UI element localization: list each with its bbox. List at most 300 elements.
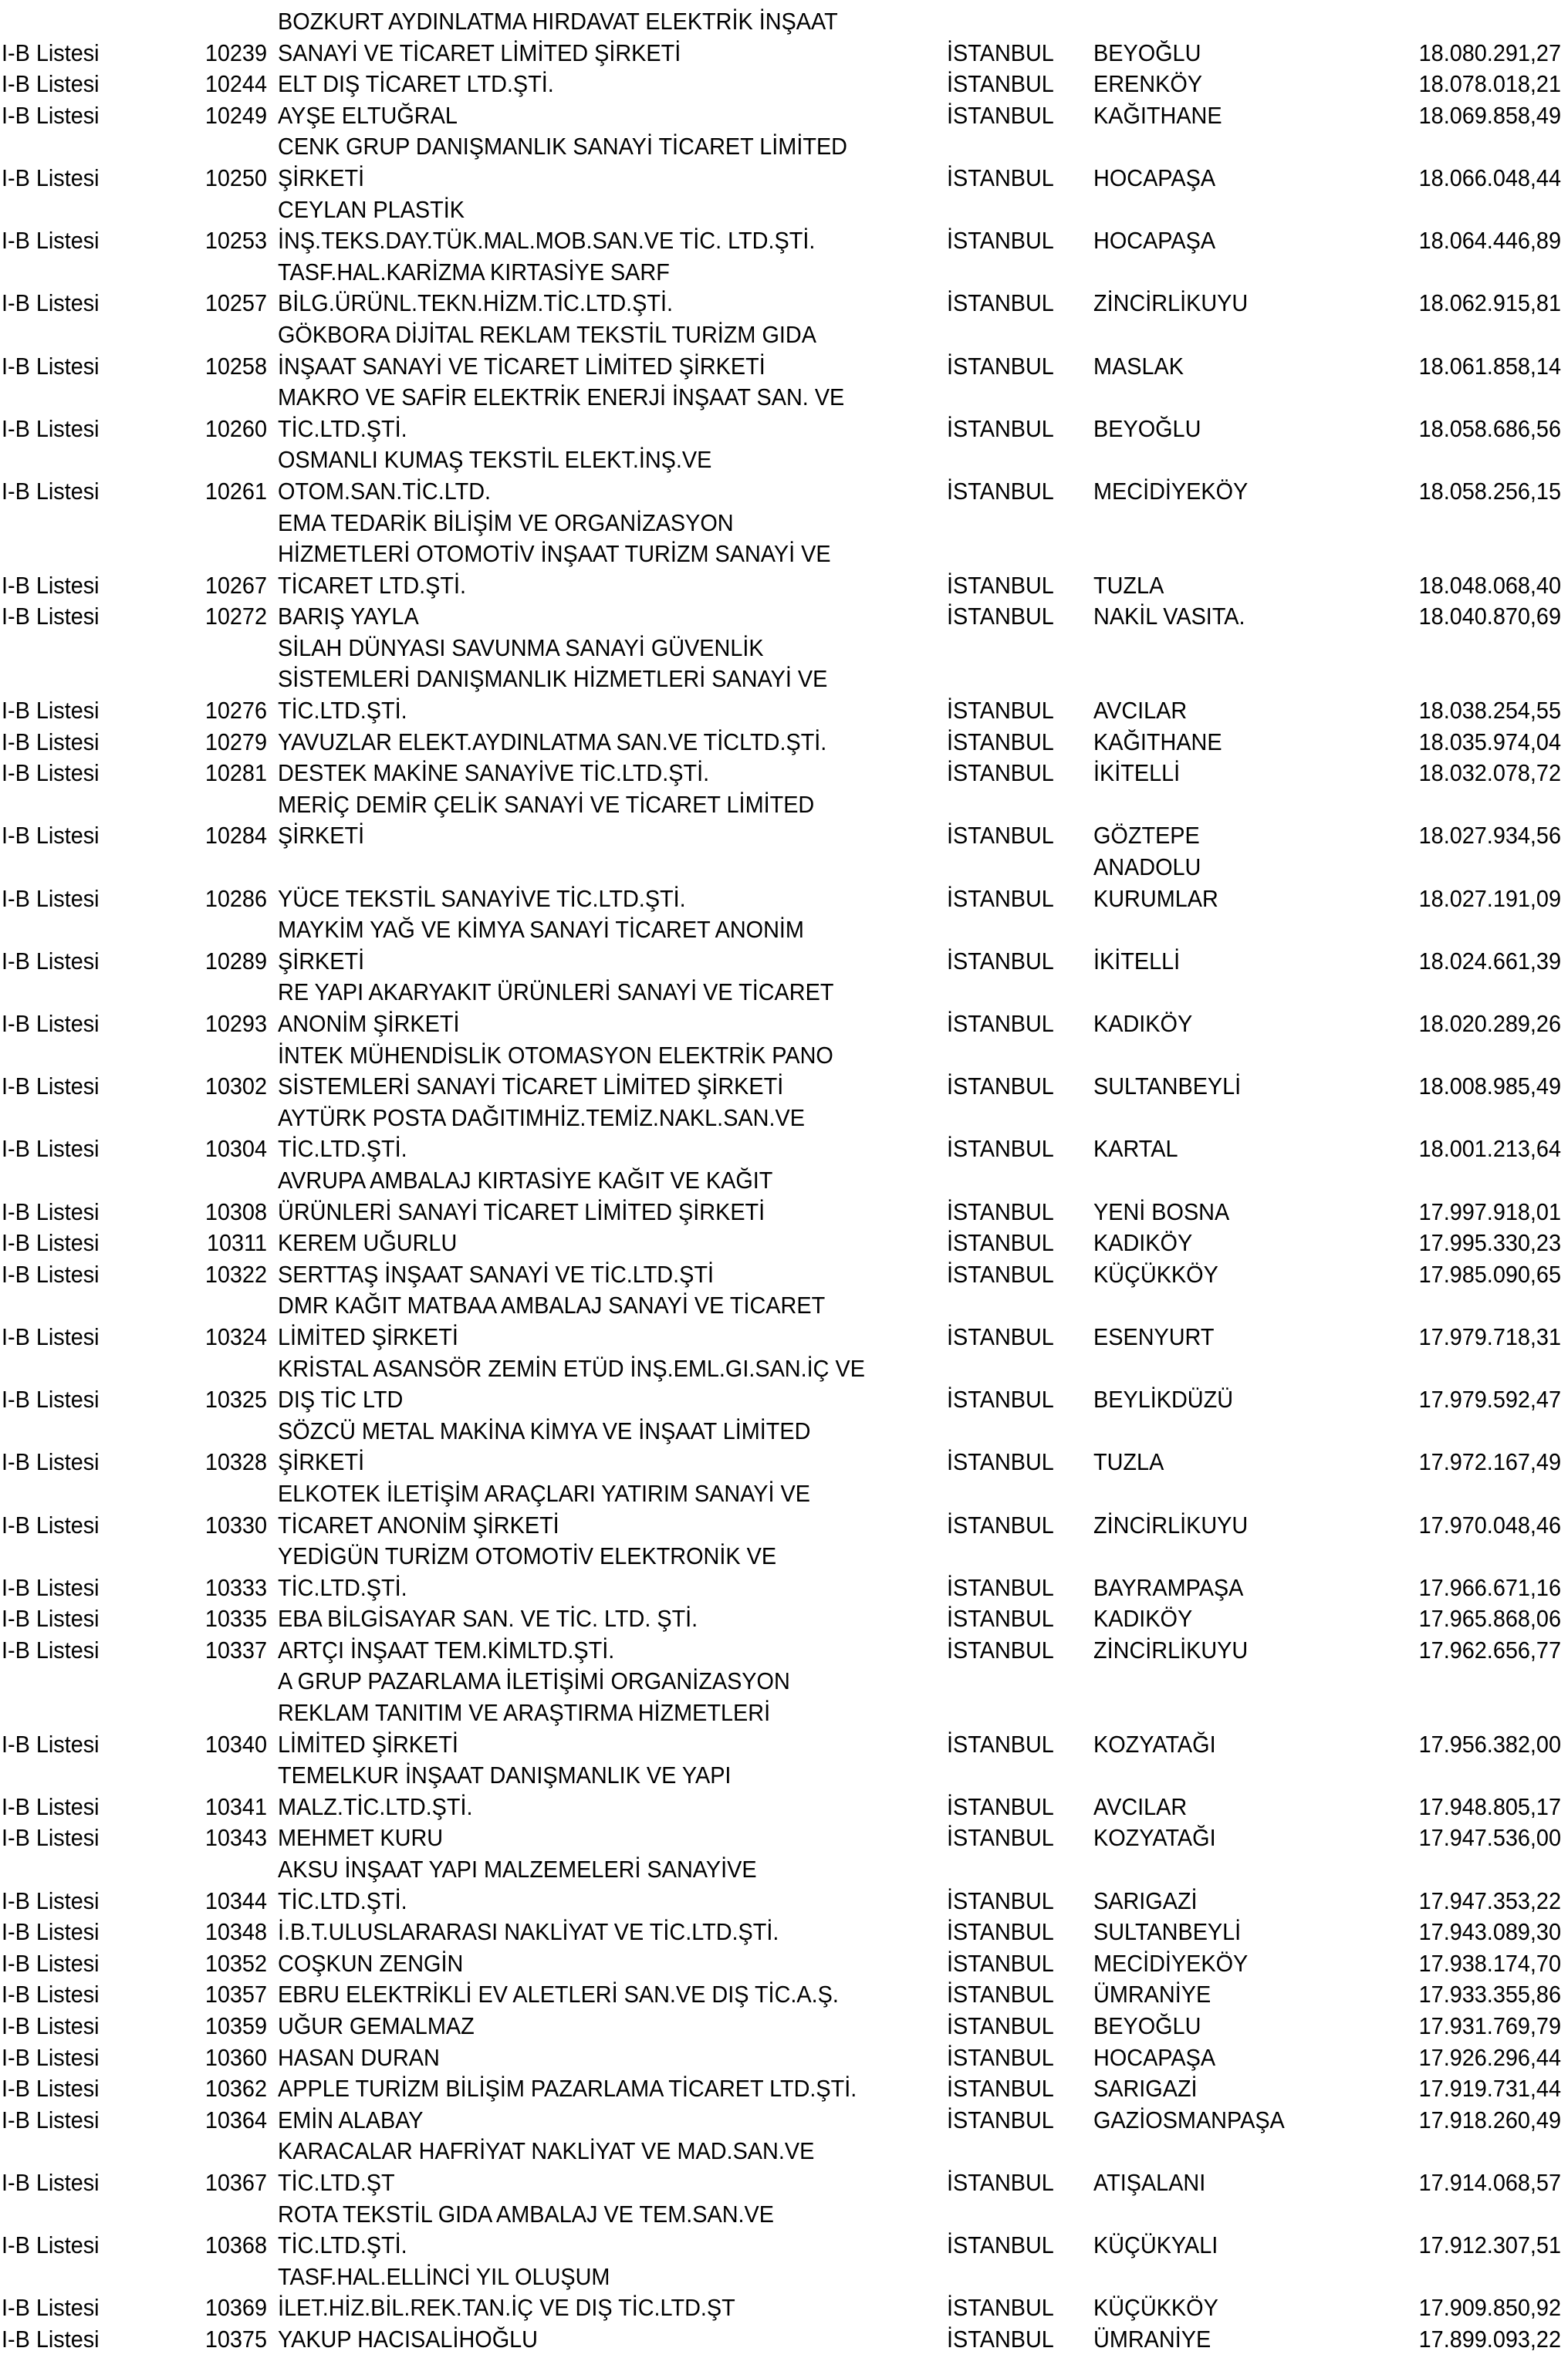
amount: 17.912.307,51 bbox=[1418, 2231, 1561, 2259]
table-row bbox=[0, 1854, 1568, 1917]
table-row bbox=[0, 1228, 1568, 1259]
record-number: 10258 bbox=[204, 352, 267, 380]
table-row bbox=[0, 1823, 1568, 1854]
record-number: 10249 bbox=[204, 101, 267, 129]
list-label: I-B Listesi bbox=[2, 1792, 100, 1820]
amount: 17.919.731,44 bbox=[1418, 2075, 1561, 2103]
record-number: 10335 bbox=[204, 1605, 267, 1633]
list-label: I-B Listesi bbox=[2, 1229, 100, 1257]
city: İSTANBUL bbox=[947, 1636, 1054, 1664]
company-name: ANONİM ŞİRKETİ bbox=[278, 1010, 460, 1037]
district: KADIKÖY bbox=[1093, 1605, 1193, 1633]
record-number: 10260 bbox=[204, 414, 267, 442]
company-name: SANAYİ VE TİCARET LİMİTED ŞİRKETİ bbox=[278, 39, 681, 66]
city: İSTANBUL bbox=[947, 2075, 1054, 2103]
row-line bbox=[0, 2292, 1568, 2324]
row-line bbox=[0, 1854, 1568, 1886]
row-line bbox=[0, 1103, 1568, 1134]
row-line bbox=[0, 1008, 1568, 1040]
amount: 17.933.355,86 bbox=[1418, 1981, 1561, 2008]
table-row bbox=[0, 914, 1568, 977]
list-label: I-B Listesi bbox=[2, 947, 100, 975]
table-row bbox=[0, 1478, 1568, 1541]
city: İSTANBUL bbox=[947, 227, 1054, 255]
row-line bbox=[0, 131, 1568, 163]
table-row bbox=[0, 508, 1568, 602]
amount: 17.947.353,22 bbox=[1418, 1887, 1561, 1914]
city: İSTANBUL bbox=[947, 728, 1054, 755]
city: İSTANBUL bbox=[947, 1323, 1054, 1350]
list-label: I-B Listesi bbox=[2, 1636, 100, 1664]
list-label: I-B Listesi bbox=[2, 728, 100, 755]
district: TUZLA bbox=[1093, 571, 1164, 599]
district: HOCAPAŞA bbox=[1093, 227, 1216, 255]
table-row bbox=[0, 852, 1568, 914]
row-line bbox=[0, 1603, 1568, 1635]
row-line bbox=[0, 351, 1568, 383]
city: İSTANBUL bbox=[947, 289, 1054, 317]
list-label: I-B Listesi bbox=[2, 1605, 100, 1633]
row-line bbox=[0, 1259, 1568, 1291]
list-label: I-B Listesi bbox=[2, 1198, 100, 1225]
amount: 17.931.769,79 bbox=[1418, 2012, 1561, 2039]
company-name: A GRUP PAZARLAMA İLETİŞİMİ ORGANİZASYON bbox=[278, 1667, 790, 1695]
row-line bbox=[0, 288, 1568, 319]
district: GAZİOSMANPAŞA bbox=[1093, 2106, 1285, 2133]
district: ZİNCİRLİKUYU bbox=[1093, 289, 1249, 317]
list-label: I-B Listesi bbox=[2, 1918, 100, 1946]
record-number: 10253 bbox=[204, 227, 267, 255]
amount: 17.948.805,17 bbox=[1418, 1792, 1561, 1820]
row-line bbox=[0, 2230, 1568, 2262]
amount: 17.899.093,22 bbox=[1418, 2325, 1561, 2353]
row-line bbox=[0, 6, 1568, 38]
city: İSTANBUL bbox=[947, 1198, 1054, 1225]
row-line bbox=[0, 633, 1568, 664]
city: İSTANBUL bbox=[947, 1229, 1054, 1257]
city: İSTANBUL bbox=[947, 1792, 1054, 1820]
city: İSTANBUL bbox=[947, 1260, 1054, 1288]
company-name: APPLE TURİZM BİLİŞİM PAZARLAMA TİCARET LTD.ŞTİ. bbox=[278, 2075, 857, 2103]
list-label: I-B Listesi bbox=[2, 1260, 100, 1288]
amount: 18.008.985,49 bbox=[1418, 1073, 1561, 1100]
district: MECİDİYEKÖY bbox=[1093, 477, 1249, 505]
amount: 18.035.974,04 bbox=[1418, 728, 1561, 755]
row-line bbox=[0, 1416, 1568, 1448]
record-number: 10364 bbox=[204, 2106, 267, 2133]
amount: 17.947.536,00 bbox=[1418, 1824, 1561, 1852]
list-label: I-B Listesi bbox=[2, 2012, 100, 2039]
company-name: EBA BİLGİSAYAR SAN. VE TİC. LTD. ŞTİ. bbox=[278, 1605, 698, 1633]
table-row bbox=[0, 601, 1568, 633]
amount: 18.001.213,64 bbox=[1418, 1135, 1561, 1163]
amount: 18.020.289,26 bbox=[1418, 1010, 1561, 1037]
company-name: SÖZCÜ METAL MAKİNA KİMYA VE İNŞAAT LİMİTED bbox=[278, 1417, 811, 1444]
table-row bbox=[0, 1979, 1568, 2011]
company-name: AVRUPA AMBALAJ KIRTASİYE KAĞIT VE KAĞIT bbox=[278, 1166, 773, 1194]
table-row bbox=[0, 69, 1568, 100]
record-number: 10359 bbox=[204, 2012, 267, 2039]
company-name: MAKRO VE SAFİR ELEKTRİK ENERJİ İNŞAAT SAN. VE bbox=[278, 383, 845, 411]
table-row bbox=[0, 633, 1568, 727]
table-row bbox=[0, 1948, 1568, 1980]
row-line bbox=[0, 1698, 1568, 1729]
record-number: 10330 bbox=[204, 1511, 267, 1539]
district: BAYRAMPAŞA bbox=[1093, 1573, 1244, 1601]
row-line bbox=[0, 1228, 1568, 1259]
list-label: I-B Listesi bbox=[2, 1824, 100, 1852]
company-name: SİSTEMLERİ DANIŞMANLIK HİZMETLERİ SANAYİ VE bbox=[278, 665, 828, 693]
company-name: ÜRÜNLERİ SANAYİ TİCARET LİMİTED ŞİRKETİ bbox=[278, 1198, 765, 1225]
list-label: I-B Listesi bbox=[2, 884, 100, 912]
table-row bbox=[0, 6, 1568, 69]
district: TUZLA bbox=[1093, 1448, 1164, 1476]
table-row bbox=[0, 1290, 1568, 1353]
table-row bbox=[0, 1541, 1568, 1603]
list-label: I-B Listesi bbox=[2, 2075, 100, 2103]
amount: 18.027.934,56 bbox=[1418, 822, 1561, 850]
district: İKİTELLİ bbox=[1093, 759, 1181, 787]
row-line bbox=[0, 1322, 1568, 1353]
amount: 18.024.661,39 bbox=[1418, 947, 1561, 975]
district: HOCAPAŞA bbox=[1093, 2043, 1216, 2071]
table-row bbox=[0, 1635, 1568, 1667]
company-name: İ.B.T.ULUSLARARASI NAKLİYAT VE TİC.LTD.ŞTİ. bbox=[278, 1918, 779, 1946]
row-line bbox=[0, 1573, 1568, 1604]
company-name: İNTEK MÜHENDİSLİK OTOMASYON ELEKTRİK PANO bbox=[278, 1041, 833, 1069]
record-number: 10328 bbox=[204, 1448, 267, 1476]
district: İKİTELLİ bbox=[1093, 947, 1181, 975]
row-line bbox=[0, 2167, 1568, 2199]
city: İSTANBUL bbox=[947, 2043, 1054, 2071]
company-name: EMİN ALABAY bbox=[278, 2106, 424, 2133]
company-name: LİMİTED ŞİRKETİ bbox=[278, 1730, 458, 1758]
list-label: I-B Listesi bbox=[2, 1135, 100, 1163]
city: İSTANBUL bbox=[947, 571, 1054, 599]
city: İSTANBUL bbox=[947, 414, 1054, 442]
amount: 18.062.915,81 bbox=[1418, 289, 1561, 317]
district: ZİNCİRLİKUYU bbox=[1093, 1511, 1249, 1539]
list-label: I-B Listesi bbox=[2, 414, 100, 442]
row-line bbox=[0, 852, 1568, 883]
record-number: 10322 bbox=[204, 1260, 267, 1288]
district: KÜÇÜKKÖY bbox=[1093, 2294, 1218, 2322]
city: İSTANBUL bbox=[947, 1511, 1054, 1539]
row-line bbox=[0, 1541, 1568, 1573]
company-name: OSMANLI KUMAŞ TEKSTİL ELEKT.İNŞ.VE bbox=[278, 446, 712, 474]
district: ÜMRANİYE bbox=[1093, 1981, 1211, 2008]
district: KURUMLAR bbox=[1093, 884, 1218, 912]
company-name: BOZKURT AYDINLATMA HIRDAVAT ELEKTRİK İNŞAAT bbox=[278, 8, 838, 35]
record-number: 10302 bbox=[204, 1073, 267, 1100]
company-name: GÖKBORA DİJİTAL REKLAM TEKSTİL TURİZM GIDA bbox=[278, 320, 816, 348]
list-label: I-B Listesi bbox=[2, 1730, 100, 1758]
company-name: TİC.LTD.ŞTİ. bbox=[278, 1573, 407, 1601]
district: SARIGAZİ bbox=[1093, 2075, 1198, 2103]
record-number: 10311 bbox=[206, 1229, 267, 1257]
row-line bbox=[0, 1886, 1568, 1917]
row-line bbox=[0, 883, 1568, 915]
list-label: I-B Listesi bbox=[2, 227, 100, 255]
city: İSTANBUL bbox=[947, 1073, 1054, 1100]
city: İSTANBUL bbox=[947, 1981, 1054, 2008]
row-line bbox=[0, 1384, 1568, 1416]
row-line bbox=[0, 2042, 1568, 2074]
table-row bbox=[0, 1666, 1568, 1760]
company-name: TİC.LTD.ŞTİ. bbox=[278, 1887, 407, 1914]
row-line bbox=[0, 2324, 1568, 2356]
company-name: TİC.LTD.ŞTİ. bbox=[278, 414, 407, 442]
table-row bbox=[0, 382, 1568, 444]
district: KÜÇÜKYALI bbox=[1093, 2231, 1218, 2259]
row-line bbox=[0, 570, 1568, 602]
company-name: MEHMET KURU bbox=[278, 1824, 444, 1852]
company-name: ŞİRKETİ bbox=[278, 164, 365, 191]
row-line bbox=[0, 382, 1568, 414]
row-line bbox=[0, 2073, 1568, 2105]
record-number: 10344 bbox=[204, 1887, 267, 1914]
company-name: YAVUZLAR ELEKT.AYDINLATMA SAN.VE TİCLTD.ŞTİ. bbox=[278, 728, 827, 755]
company-name: DIŞ TİC LTD bbox=[278, 1386, 404, 1414]
amount: 18.040.870,69 bbox=[1418, 603, 1561, 630]
record-number: 10340 bbox=[204, 1730, 267, 1758]
company-name: TİCARET LTD.ŞTİ. bbox=[278, 571, 467, 599]
row-line bbox=[0, 38, 1568, 69]
table-row bbox=[0, 2199, 1568, 2262]
record-number: 10286 bbox=[204, 884, 267, 912]
row-line bbox=[0, 1478, 1568, 1510]
record-number: 10375 bbox=[204, 2325, 267, 2353]
list-label: I-B Listesi bbox=[2, 1887, 100, 1914]
city: İSTANBUL bbox=[947, 2231, 1054, 2259]
table-row bbox=[0, 319, 1568, 382]
record-number: 10369 bbox=[204, 2294, 267, 2322]
row-line bbox=[0, 100, 1568, 132]
row-line bbox=[0, 695, 1568, 727]
district: BEYOĞLU bbox=[1093, 2012, 1201, 2039]
table-row bbox=[0, 1760, 1568, 1823]
district: KADIKÖY bbox=[1093, 1010, 1193, 1037]
record-number: 10341 bbox=[204, 1792, 267, 1820]
district: KAĞITHANE bbox=[1093, 101, 1222, 129]
row-line bbox=[0, 69, 1568, 100]
company-name: SİLAH DÜNYASI SAVUNMA SANAYİ GÜVENLİK bbox=[278, 633, 764, 661]
row-line bbox=[0, 319, 1568, 351]
district: HOCAPAŞA bbox=[1093, 164, 1216, 191]
row-line bbox=[0, 1353, 1568, 1385]
amount: 18.032.078,72 bbox=[1418, 759, 1561, 787]
district: ANADOLU bbox=[1093, 853, 1201, 881]
company-name: REKLAM TANITIM VE ARAŞTIRMA HİZMETLERİ bbox=[278, 1699, 771, 1727]
district: BEYLİKDÜZÜ bbox=[1093, 1386, 1234, 1414]
amount: 17.956.382,00 bbox=[1418, 1730, 1561, 1758]
district: KOZYATAĞI bbox=[1093, 1824, 1216, 1852]
row-line bbox=[0, 1165, 1568, 1197]
company-name: TİC.LTD.ŞTİ. bbox=[278, 2231, 407, 2259]
record-number: 10284 bbox=[204, 822, 267, 850]
list-label: I-B Listesi bbox=[2, 101, 100, 129]
table-row bbox=[0, 2042, 1568, 2074]
row-line bbox=[0, 2105, 1568, 2137]
table-row bbox=[0, 257, 1568, 319]
list-label: I-B Listesi bbox=[2, 1386, 100, 1414]
list-label: I-B Listesi bbox=[2, 697, 100, 725]
row-line bbox=[0, 1948, 1568, 1980]
company-name: YÜCE TEKSTİL SANAYİVE TİC.LTD.ŞTİ. bbox=[278, 884, 686, 912]
company-name: ŞİRKETİ bbox=[278, 1448, 365, 1476]
amount: 17.985.090,65 bbox=[1418, 1260, 1561, 1288]
document-table bbox=[0, 6, 1568, 2356]
row-line bbox=[0, 257, 1568, 289]
city: İSTANBUL bbox=[947, 697, 1054, 725]
row-line bbox=[0, 1729, 1568, 1761]
list-label: I-B Listesi bbox=[2, 1323, 100, 1350]
record-number: 10281 bbox=[204, 759, 267, 787]
district: MECİDİYEKÖY bbox=[1093, 1949, 1249, 1977]
district: KÜÇÜKKÖY bbox=[1093, 1260, 1218, 1288]
company-name: KRİSTAL ASANSÖR ZEMİN ETÜD İNŞ.EML.GI.SAN.İÇ VE bbox=[278, 1354, 865, 1382]
district: AVCILAR bbox=[1093, 697, 1188, 725]
row-line bbox=[0, 1823, 1568, 1854]
record-number: 10261 bbox=[204, 477, 267, 505]
list-label: I-B Listesi bbox=[2, 759, 100, 787]
company-name: AKSU İNŞAAT YAPI MALZEMELERİ SANAYİVE bbox=[278, 1856, 757, 1883]
company-name: CENK GRUP DANIŞMANLIK SANAYİ TİCARET LİMİTED bbox=[278, 133, 847, 160]
district: KOZYATAĞI bbox=[1093, 1730, 1216, 1758]
table-row bbox=[0, 1165, 1568, 1228]
amount: 18.048.068,40 bbox=[1418, 571, 1561, 599]
district: AVCILAR bbox=[1093, 1792, 1188, 1820]
amount: 17.997.918,01 bbox=[1418, 1198, 1561, 1225]
table-row bbox=[0, 100, 1568, 132]
row-line bbox=[0, 977, 1568, 1008]
company-name: ELT DIŞ TİCARET LTD.ŞTİ. bbox=[278, 70, 554, 98]
record-number: 10352 bbox=[204, 1949, 267, 1977]
amount: 17.972.167,49 bbox=[1418, 1448, 1561, 1476]
district: KARTAL bbox=[1093, 1135, 1178, 1163]
company-name: TİC.LTD.ŞT bbox=[278, 2168, 395, 2196]
city: İSTANBUL bbox=[947, 884, 1054, 912]
record-number: 10367 bbox=[204, 2168, 267, 2196]
city: İSTANBUL bbox=[947, 477, 1054, 505]
list-label: I-B Listesi bbox=[2, 2231, 100, 2259]
list-label: I-B Listesi bbox=[2, 70, 100, 98]
row-line bbox=[0, 1071, 1568, 1103]
list-label: I-B Listesi bbox=[2, 1448, 100, 1476]
list-label: I-B Listesi bbox=[2, 2043, 100, 2071]
company-name: ŞİRKETİ bbox=[278, 822, 365, 850]
table-row bbox=[0, 1040, 1568, 1103]
company-name: OTOM.SAN.TİC.LTD. bbox=[278, 477, 492, 505]
table-row bbox=[0, 194, 1568, 257]
amount: 17.970.048,46 bbox=[1418, 1511, 1561, 1539]
city: İSTANBUL bbox=[947, 164, 1054, 191]
city: İSTANBUL bbox=[947, 352, 1054, 380]
company-name: DESTEK MAKİNE SANAYİVE TİC.LTD.ŞTİ. bbox=[278, 759, 710, 787]
amount: 18.069.858,49 bbox=[1418, 101, 1561, 129]
amount: 17.918.260,49 bbox=[1418, 2106, 1561, 2133]
district: SULTANBEYLİ bbox=[1093, 1918, 1242, 1946]
amount: 17.965.868,06 bbox=[1418, 1605, 1561, 1633]
district: KADIKÖY bbox=[1093, 1229, 1193, 1257]
company-name: İNŞAAT SANAYİ VE TİCARET LİMİTED ŞİRKETİ bbox=[278, 352, 765, 380]
table-row bbox=[0, 2011, 1568, 2042]
city: İSTANBUL bbox=[947, 1573, 1054, 1601]
city: İSTANBUL bbox=[947, 101, 1054, 129]
record-number: 10257 bbox=[204, 289, 267, 317]
table-row bbox=[0, 1103, 1568, 1165]
row-line bbox=[0, 914, 1568, 946]
list-label: I-B Listesi bbox=[2, 1949, 100, 1977]
table-row bbox=[0, 2262, 1568, 2324]
row-line bbox=[0, 1635, 1568, 1667]
amount: 17.909.850,92 bbox=[1418, 2294, 1561, 2322]
company-name: TASF.HAL.KARİZMA KIRTASİYE SARF bbox=[278, 258, 670, 285]
row-line bbox=[0, 1917, 1568, 1948]
company-name: BİLG.ÜRÜNL.TEKN.HİZM.TİC.LTD.ŞTİ. bbox=[278, 289, 674, 317]
company-name: EMA TEDARİK BİLİŞİM VE ORGANİZASYON bbox=[278, 508, 734, 536]
district: BEYOĞLU bbox=[1093, 39, 1201, 66]
table-row bbox=[0, 2073, 1568, 2105]
table-row bbox=[0, 1917, 1568, 1948]
company-name: AYTÜRK POSTA DAĞITIMHİZ.TEMİZ.NAKL.SAN.VE bbox=[278, 1103, 805, 1131]
company-name: MALZ.TİC.LTD.ŞTİ. bbox=[278, 1792, 473, 1820]
city: İSTANBUL bbox=[947, 759, 1054, 787]
district: ATIŞALANI bbox=[1093, 2168, 1206, 2196]
table-row bbox=[0, 1416, 1568, 1478]
row-line bbox=[0, 946, 1568, 978]
company-name: LİMİTED ŞİRKETİ bbox=[278, 1323, 458, 1350]
row-line bbox=[0, 1290, 1568, 1322]
row-line bbox=[0, 727, 1568, 758]
row-line bbox=[0, 2199, 1568, 2231]
amount: 17.962.656,77 bbox=[1418, 1636, 1561, 1664]
row-line bbox=[0, 1760, 1568, 1792]
row-line bbox=[0, 758, 1568, 789]
row-line bbox=[0, 1792, 1568, 1823]
amount: 18.038.254,55 bbox=[1418, 697, 1561, 725]
city: İSTANBUL bbox=[947, 1824, 1054, 1852]
amount: 17.966.671,16 bbox=[1418, 1573, 1561, 1601]
table-row bbox=[0, 1353, 1568, 1416]
record-number: 10360 bbox=[204, 2043, 267, 2071]
company-name: UĞUR GEMALMAZ bbox=[278, 2012, 475, 2039]
company-name: ŞİRKETİ bbox=[278, 947, 365, 975]
city: İSTANBUL bbox=[947, 1605, 1054, 1633]
amount: 17.979.718,31 bbox=[1418, 1323, 1561, 1350]
record-number: 10325 bbox=[204, 1386, 267, 1414]
district: ERENKÖY bbox=[1093, 70, 1202, 98]
list-label: I-B Listesi bbox=[2, 1981, 100, 2008]
table-row bbox=[0, 727, 1568, 758]
company-name: KEREM UĞURLU bbox=[278, 1229, 458, 1257]
company-name: CEYLAN PLASTİK bbox=[278, 195, 465, 223]
record-number: 10362 bbox=[204, 2075, 267, 2103]
amount: 18.066.048,44 bbox=[1418, 164, 1561, 191]
row-line bbox=[0, 539, 1568, 570]
city: İSTANBUL bbox=[947, 1135, 1054, 1163]
row-line bbox=[0, 1510, 1568, 1542]
city: İSTANBUL bbox=[947, 39, 1054, 66]
list-label: I-B Listesi bbox=[2, 822, 100, 850]
table-row bbox=[0, 789, 1568, 852]
district: KAĞITHANE bbox=[1093, 728, 1222, 755]
company-name: YEDİGÜN TURİZM OTOMOTİV ELEKTRONİK VE bbox=[278, 1542, 777, 1570]
list-label: I-B Listesi bbox=[2, 164, 100, 191]
amount: 17.914.068,57 bbox=[1418, 2168, 1561, 2196]
district: SARIGAZİ bbox=[1093, 1887, 1198, 1914]
company-name: HİZMETLERİ OTOMOTİV İNŞAAT TURİZM SANAYİ VE bbox=[278, 540, 831, 568]
